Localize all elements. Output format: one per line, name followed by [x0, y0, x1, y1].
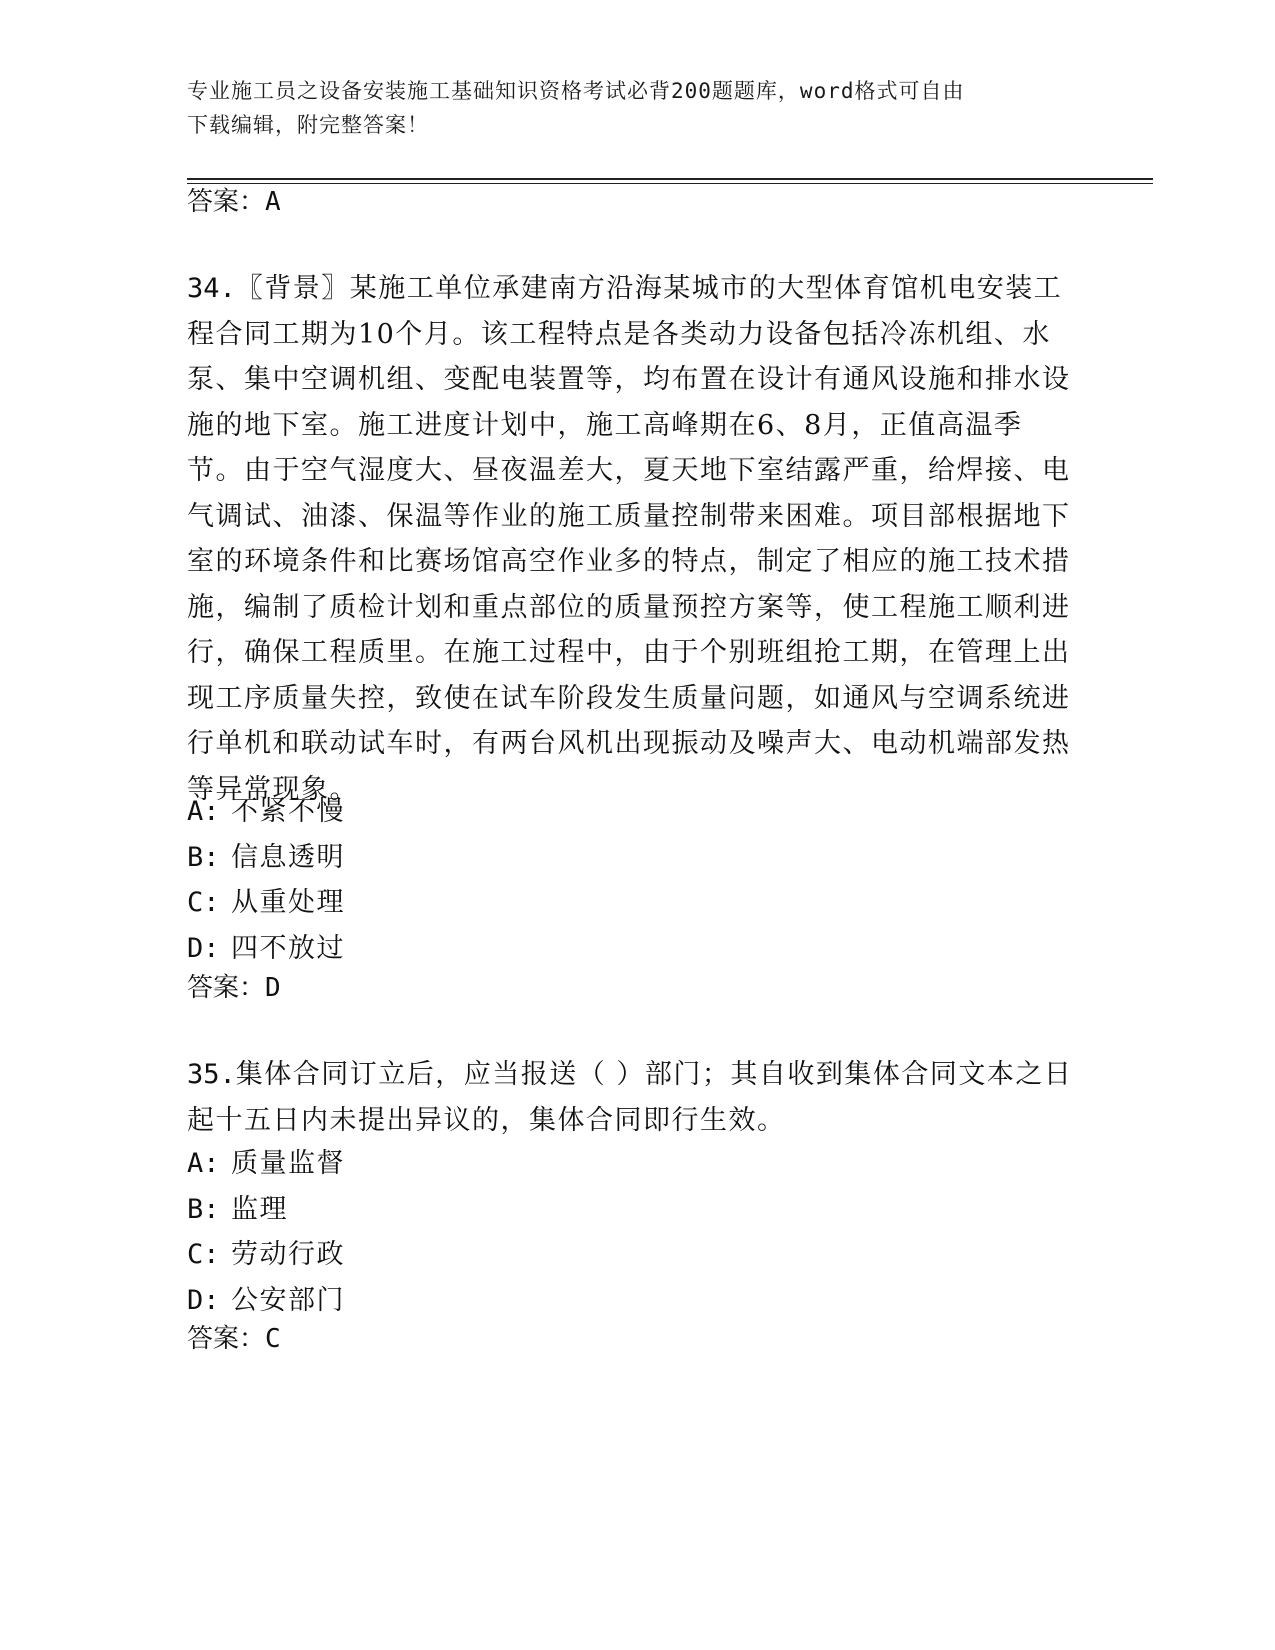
question-34-options	[187, 789, 1067, 971]
option-b: B: 信息透明	[187, 841, 345, 873]
option-b: B: 监理	[187, 1193, 288, 1225]
document-header	[187, 74, 1067, 142]
question-35	[187, 1052, 1077, 1143]
header-rule-thick	[187, 178, 1153, 180]
question-number: 35.	[187, 1059, 236, 1090]
answer-label: 答案：	[187, 187, 266, 217]
question-text: 集体合同订立后，应当报送（ ）部门；其自收到集体合同文本之日起十五日内未提出异议的，集体合同即行生效。	[187, 1059, 1073, 1136]
answer-key: A	[265, 187, 281, 217]
question-text: 〖背景〗某施工单位承建南方沿海某城市的大型体育馆机电安装工程合同工期为10个月。该工程特点是各类动力设备包括冷冻机组、水泵、集中空调机组、变配电装置等，均布置在设计有通风设施和排水设施的地下室。施工进度计划中，施工高峰期在6、8月，正值高温季节。由于空气湿度大、昼夜温差大，夏天地下室结露严重，给焊接、电气调试、油漆、保温等作业的施工质量控制带来困难。项目部根据地下室的环境条件和比赛场馆高空作业多的特点，制定了相应的施工技术措施，编制了质检计划和重点部位的质量预控方案等，使工程施工顺利进行，确保工程质里。在施工过程中，由于个别班组抢工期，在管理上出现工序质量失控，致使在试车阶段发生质量问题，如通风与空调系统进行单机和联动试车时，有两台风机出现振动及噪声大、电动机端部发热等异常现象。	[187, 273, 1071, 805]
question-35-options	[187, 1141, 1067, 1323]
answer-label: 答案：	[187, 973, 266, 1003]
header-line-1: 专业施工员之设备安装施工基础知识资格考试必背200题题库，word格式可自由	[187, 79, 965, 103]
option-a: A: 不紧不慢	[187, 796, 345, 827]
question-34-answer	[187, 968, 281, 1008]
header-rule-thin	[187, 183, 1153, 184]
question-34	[187, 266, 1077, 812]
question-number: 34.	[187, 273, 236, 304]
prev-answer-line	[187, 182, 281, 222]
option-c: C: 从重处理	[187, 887, 345, 918]
option-c: C: 劳动行政	[187, 1239, 345, 1270]
header-line-2: 下载编辑，附完整答案！	[187, 113, 429, 137]
option-a: A: 质量监督	[187, 1148, 345, 1179]
answer-label: 答案：	[187, 1324, 266, 1354]
option-d: D: 四不放过	[187, 932, 345, 964]
question-35-answer	[187, 1319, 281, 1359]
answer-key: C	[265, 1324, 281, 1354]
answer-key: D	[265, 973, 281, 1003]
option-d: D: 公安部门	[187, 1284, 345, 1316]
